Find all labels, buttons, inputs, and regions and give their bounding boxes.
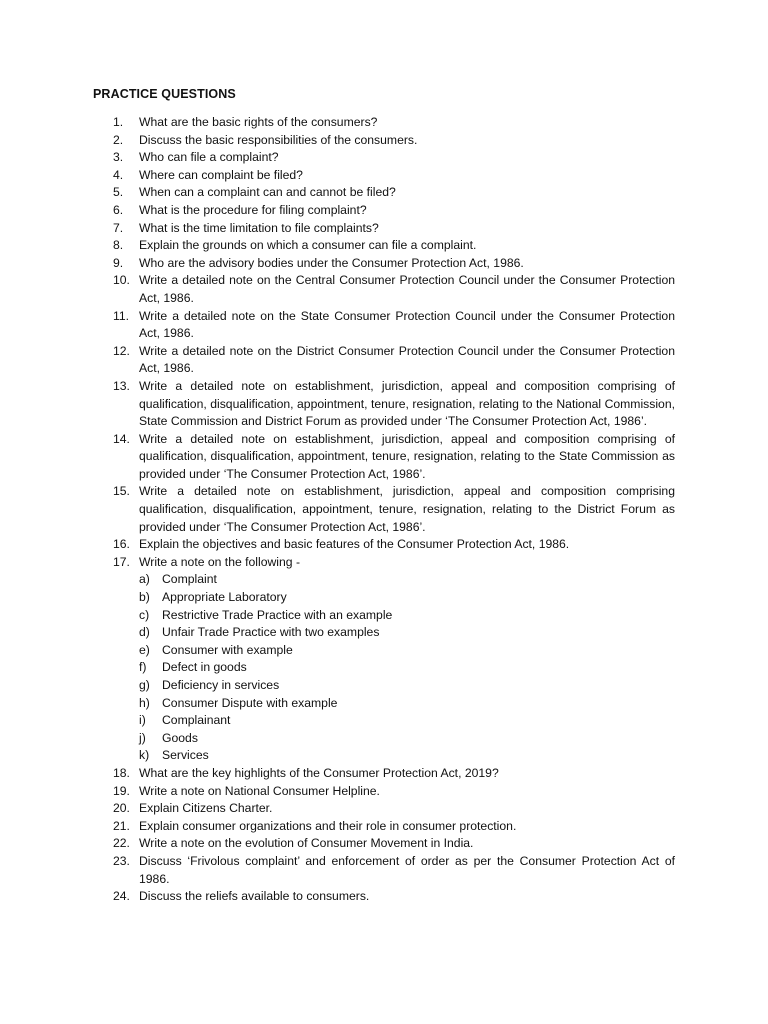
question-number: 21. <box>113 818 130 833</box>
question-item <box>113 149 675 167</box>
sub-question-text: Deficiency in services <box>162 678 280 692</box>
question-text: Write a detailed note on the Central Consumer Protection Council under the Consumer Protection Act, 1986. <box>139 273 675 305</box>
question-item <box>113 255 675 273</box>
question-number: 23. <box>113 853 130 868</box>
sub-question-text: Defect in goods <box>162 660 247 675</box>
question-text: What is the procedure for filing complaint? <box>139 202 367 217</box>
sub-question-label: e) <box>139 642 150 657</box>
question-text: What are the basic rights of the consumers? <box>139 115 378 129</box>
question-text: Who can file a complaint? <box>139 150 279 165</box>
question-number: 24. <box>113 889 130 904</box>
question-item <box>113 343 675 378</box>
question-item <box>113 536 675 554</box>
sub-question-item <box>139 607 675 625</box>
sub-question-text: Consumer Dispute with example <box>162 695 338 710</box>
sub-question-text: Unfair Trade Practice with two examples <box>162 625 380 640</box>
question-text: Write a detailed note on the State Consumer Protection Council under the Consumer Protection Act, 1986. <box>139 308 675 341</box>
question-number: 2. <box>113 132 124 147</box>
question-text: Explain the grounds on which a consumer can file a complaint. <box>139 238 477 253</box>
sub-question-item <box>139 695 675 713</box>
sub-question-text: Services <box>162 748 209 763</box>
question-number: 10. <box>113 273 130 288</box>
page-title: PRACTICE QUESTIONS <box>93 87 236 101</box>
question-item <box>113 835 675 853</box>
question-item <box>113 167 675 185</box>
sub-question-label: k) <box>139 748 150 763</box>
sub-question-label: g) <box>139 678 150 692</box>
sub-question-item <box>139 642 675 660</box>
sub-question-item <box>139 677 675 695</box>
question-item <box>113 554 675 765</box>
question-item <box>113 818 675 836</box>
question-text: Explain the objectives and basic features of the Consumer Protection Act, 1986. <box>139 537 570 552</box>
question-text: Write a detailed note on establishment, jurisdiction, appeal and composition comprising of qualification, disqualification, appointment, tenure, resignation, relating to the State Commission as provided under ‘The Consumer Protection Act, 1986’. <box>139 431 675 481</box>
question-number: 1. <box>113 115 124 129</box>
question-number: 7. <box>113 220 124 235</box>
question-number: 22. <box>113 836 130 851</box>
question-text: Where can complaint be filed? <box>139 167 303 182</box>
question-item <box>113 114 675 132</box>
question-number: 12. <box>113 343 130 358</box>
question-text: Explain Citizens Charter. <box>139 801 273 816</box>
sub-question-text: Complaint <box>162 572 217 587</box>
question-number: 16. <box>113 537 130 552</box>
question-number: 20. <box>113 801 130 816</box>
sub-question-item <box>139 730 675 748</box>
question-item <box>113 184 675 202</box>
question-number: 8. <box>113 238 124 253</box>
question-text: What are the key highlights of the Consumer Protection Act, 2019? <box>139 765 499 780</box>
question-text: Write a note on the evolution of Consumer Movement in India. <box>139 836 474 851</box>
question-text: Write a detailed note on the District Consumer Protection Council under the Consumer Protection Act, 1986. <box>139 343 675 376</box>
question-list <box>113 114 675 906</box>
question-item <box>113 765 675 783</box>
sub-question-item <box>139 747 675 765</box>
question-item <box>113 431 675 484</box>
sub-question-text: Consumer with example <box>162 642 293 657</box>
question-number: 3. <box>113 150 124 165</box>
sub-question-label: f) <box>139 660 147 675</box>
question-number: 5. <box>113 185 124 200</box>
sub-question-label: j) <box>139 730 146 745</box>
question-text: What is the time limitation to file complaints? <box>139 220 379 235</box>
question-item <box>113 888 675 906</box>
sub-question-item <box>139 624 675 642</box>
question-item <box>113 783 675 801</box>
sub-question-item <box>139 712 675 730</box>
question-text: Write a note on National Consumer Helpline. <box>139 783 380 798</box>
question-item <box>113 220 675 238</box>
sub-question-label: i) <box>139 713 146 728</box>
sub-question-label: a) <box>139 572 150 587</box>
sub-question-text: Restrictive Trade Practice with an example <box>162 607 393 622</box>
question-number: 18. <box>113 765 130 780</box>
question-text: Discuss the reliefs available to consumers. <box>139 889 370 904</box>
sub-question-list <box>139 571 675 765</box>
question-item <box>113 308 675 343</box>
question-item <box>113 483 675 536</box>
question-item <box>113 202 675 220</box>
sub-question-label: d) <box>139 625 150 640</box>
question-number: 13. <box>113 378 130 393</box>
sub-question-item <box>139 589 675 607</box>
question-item <box>113 237 675 255</box>
question-number: 11. <box>113 308 130 323</box>
sub-question-text: Goods <box>162 730 198 745</box>
sub-question-label: b) <box>139 590 150 605</box>
question-text: Write a detailed note on establishment, jurisdiction, appeal and composition comprising of qualification, disqualification, appointment, tenure, resignation, relating to the National Commission, State Commission and District Forum as provided under ‘The Consumer Protection Act, 1986’. <box>139 378 675 429</box>
question-text: Discuss ‘Frivolous complaint’ and enforcement of order as per the Consumer Protection Act of 1986. <box>139 853 675 886</box>
question-text: When can a complaint can and cannot be filed? <box>139 185 396 200</box>
sub-question-label: c) <box>139 607 150 622</box>
question-number: 14. <box>113 431 130 446</box>
question-number: 19. <box>113 783 130 798</box>
sub-question-text: Complainant <box>162 713 231 728</box>
question-text: Explain consumer organizations and their role in consumer protection. <box>139 818 517 833</box>
question-number: 4. <box>113 167 124 182</box>
question-text: Write a note on the following - <box>139 554 301 569</box>
question-number: 15. <box>113 484 130 499</box>
question-number: 9. <box>113 255 124 270</box>
question-body <box>139 554 675 765</box>
question-item <box>113 132 675 150</box>
sub-question-item <box>139 571 675 589</box>
question-number: 17. <box>113 554 130 569</box>
sub-question-item <box>139 659 675 677</box>
sub-question-label: h) <box>139 695 150 710</box>
question-item <box>113 800 675 818</box>
question-text: Who are the advisory bodies under the Consumer Protection Act, 1986. <box>139 255 524 270</box>
question-number: 6. <box>113 202 124 217</box>
question-text: Discuss the basic responsibilities of the consumers. <box>139 132 418 147</box>
sub-question-text: Appropriate Laboratory <box>162 590 287 605</box>
question-text: Write a detailed note on establishment, jurisdiction, appeal and composition comprising qualification, disqualification, appointment, tenure, resignation, relating to the District Forum as provided under ‘The Consumer Protection Act, 1986’. <box>139 484 675 534</box>
question-item <box>113 272 675 307</box>
question-item <box>113 853 675 888</box>
question-item <box>113 378 675 431</box>
